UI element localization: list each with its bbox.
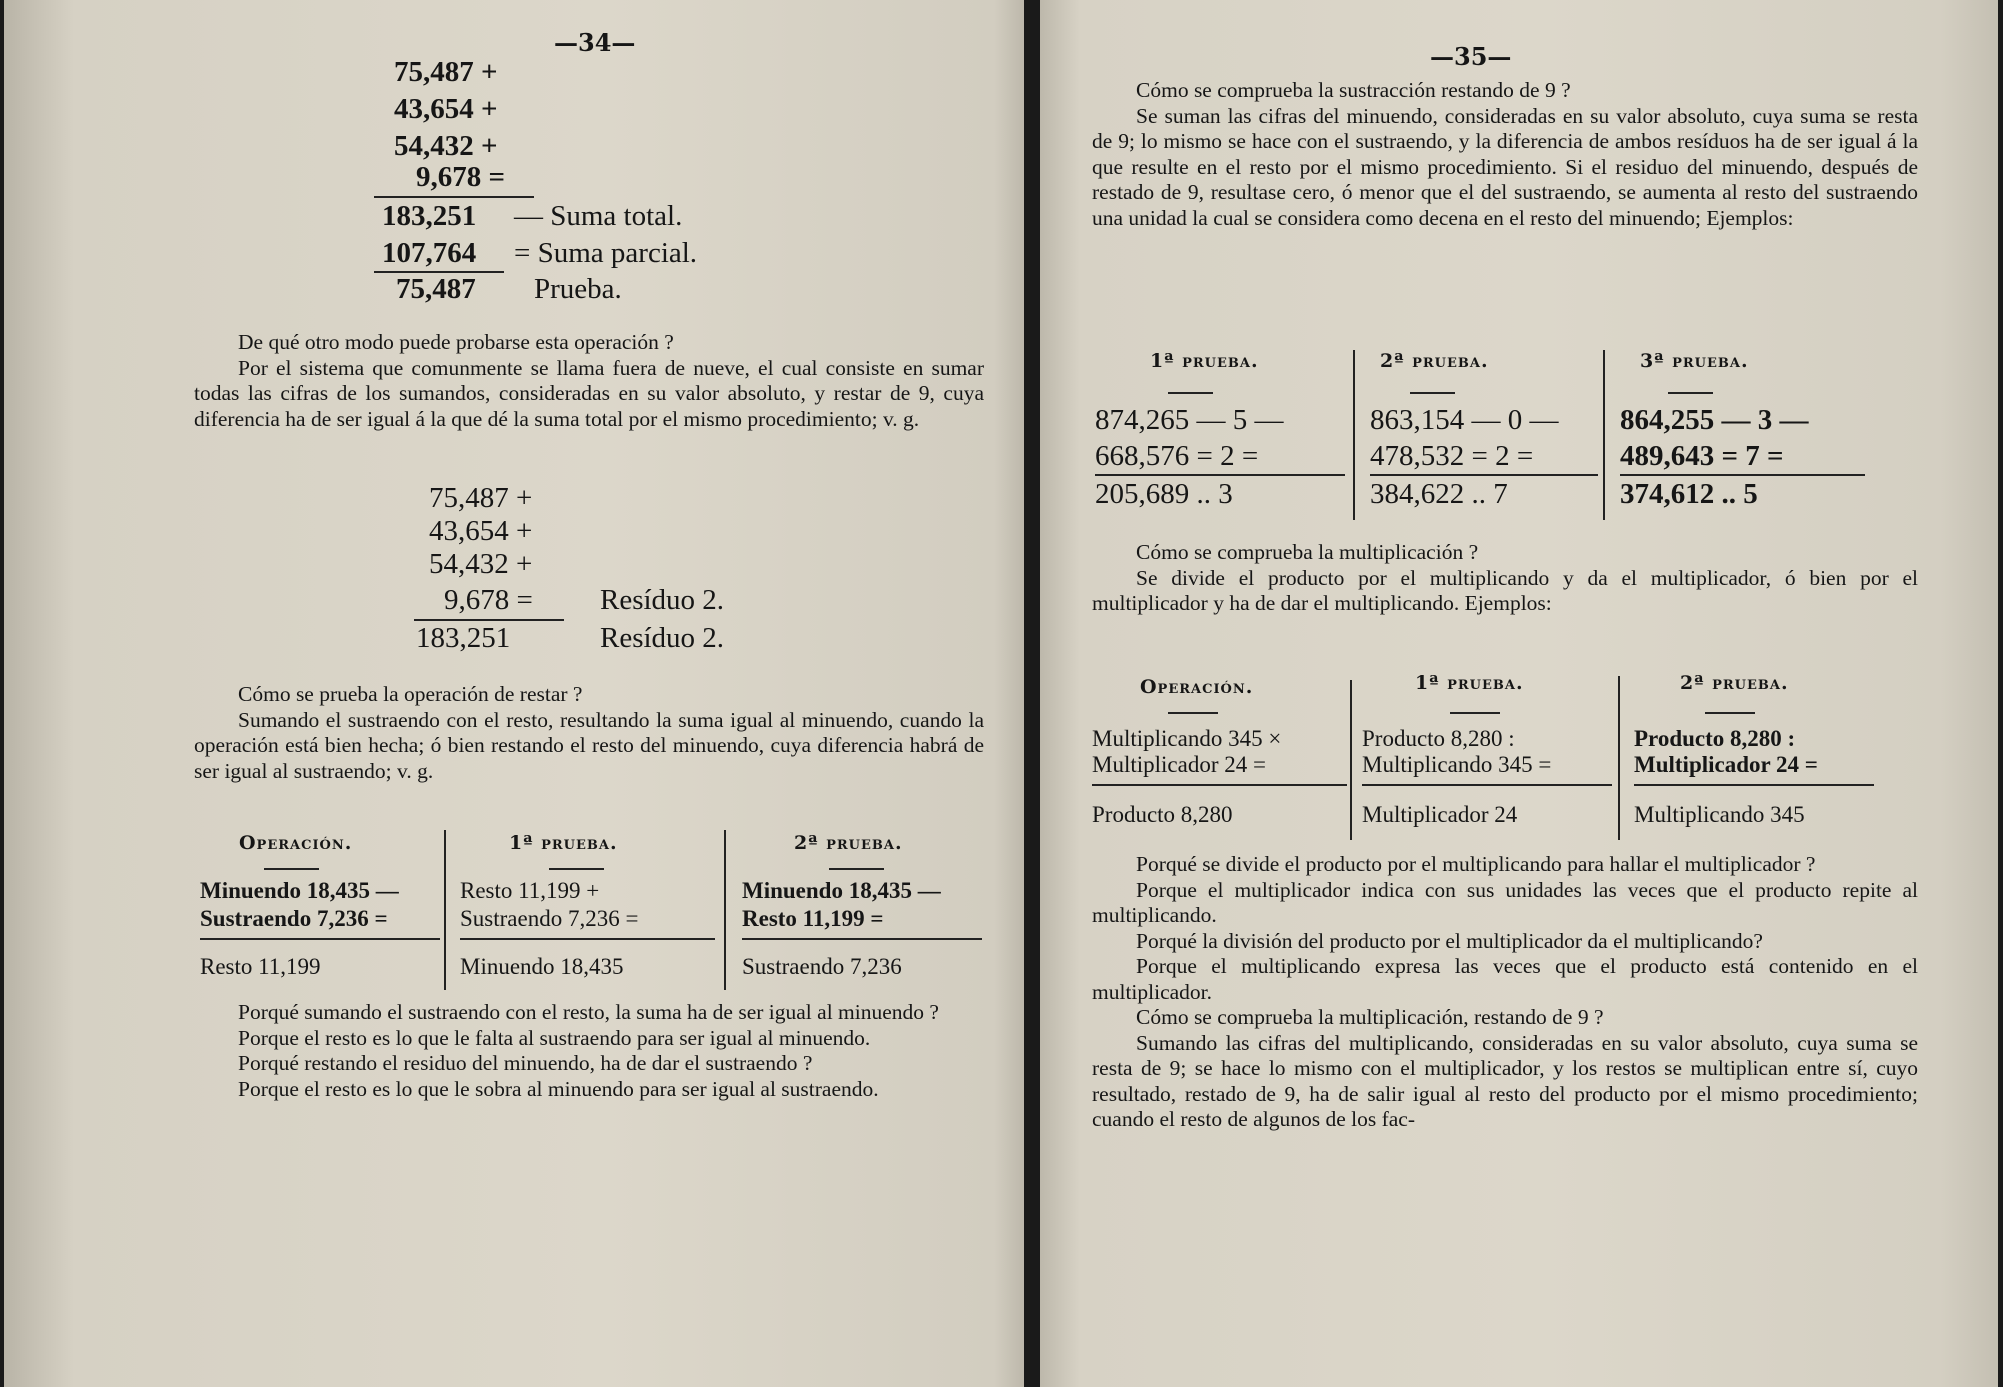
table2-header-3: 2ª prueba. [1680, 672, 1789, 694]
table1-cell: 864,255 — 3 — [1620, 404, 1809, 436]
table1-cell: 874,265 — 5 — [1095, 404, 1284, 436]
table2-divider-1 [1350, 680, 1352, 840]
sum2-total: 183,251 [416, 622, 511, 654]
table2-rule [1092, 784, 1347, 786]
sum2-line-4: 9,678 = [444, 584, 533, 616]
answer: Porque el multiplicando expresa las veces que el producto está contenido en el multiplicador. [1092, 954, 1918, 1004]
sum1-total-label: — Suma total. [514, 200, 683, 232]
table1-cell: 668,576 = 2 = [1095, 440, 1259, 472]
table2-header-1: Operación. [1140, 676, 1254, 698]
table2-cell: Producto 8,280 : [1634, 726, 1796, 751]
table-cell: Minuendo 18,435 — [742, 878, 941, 903]
table1-cell: 374,612 .. 5 [1620, 478, 1758, 510]
table-cell: Resto 11,199 [200, 954, 321, 979]
question: Porqué la división del producto por el multiplicador da el multiplicando? [1136, 928, 1763, 953]
table1-rule [1370, 474, 1598, 476]
table-cell: Minuendo 18,435 [460, 954, 624, 979]
table2-header-2: 1ª prueba. [1415, 672, 1524, 694]
table-cell: Sustraendo 7,236 [742, 954, 902, 979]
table-cell: Resto 11,199 + [460, 878, 600, 903]
header-dash-1 [264, 868, 319, 870]
sum1-proof-num: 75,487 [396, 273, 476, 305]
table2-cell: Multiplicador 24 = [1092, 752, 1266, 777]
table2-cell: Multiplicador 24 = [1634, 752, 1818, 777]
sum1-line-3: 54,432 + [394, 130, 498, 162]
table1-cell: 205,689 .. 3 [1095, 478, 1233, 510]
answer: Por el sistema que comunmente se llama fuera de nueve, el cual consiste en sumar todas las cifras de los sumandos, consideradas en su valor absoluto, y restar de 9, cuya diferencia ha de ser igual á la que dé la suma total por el mismo procedimiento; v. g. [194, 355, 984, 431]
right-page [1040, 0, 1998, 1387]
table2-rule [1362, 784, 1612, 786]
table1-header-1: 1ª prueba. [1150, 350, 1259, 372]
table-cell: Sustraendo 7,236 = [200, 906, 388, 931]
sum1-line-2: 43,654 + [394, 93, 498, 125]
page-number-left: —34— [554, 28, 636, 57]
sum2-line-2: 43,654 + [429, 515, 533, 547]
right-paragraph-3 [1092, 852, 1918, 1133]
question: Porqué se divide el producto por el multiplicando para hallar el multiplicador ? [1136, 852, 1816, 876]
table2-cell: Producto 8,280 [1092, 802, 1233, 827]
header-dash [1168, 712, 1218, 714]
table1-cell: 863,154 — 0 — [1370, 404, 1559, 436]
right-paragraph-1 [1092, 78, 1918, 231]
question: De qué otro modo puede probarse esta operación ? [238, 330, 674, 354]
question: Cómo se comprueba la multiplicación, restando de 9 ? [1136, 1005, 1604, 1029]
sum1-proof-label: Prueba. [534, 273, 622, 305]
sum1-rule [374, 196, 534, 198]
answer: Porque el multiplicador indica con sus unidades las veces que el producto repite al multiplicando. [1092, 877, 1918, 927]
table1-rule [1095, 474, 1345, 476]
answer: Se divide el producto por el multiplicando y da el multiplicador, ó bien por el multiplicador y ha de dar el multiplicando. Ejemplos: [1092, 565, 1918, 615]
table-header-proof-2: 2ª prueba. [794, 832, 903, 854]
sum1-line-4: 9,678 = [416, 161, 506, 193]
table2-cell: Producto 8,280 : [1362, 726, 1515, 751]
table2-rule [1634, 784, 1874, 786]
sum2-residue-1: Resíduo 2. [600, 584, 725, 616]
right-paragraph-2 [1092, 540, 1918, 617]
header-dash-2 [549, 868, 604, 870]
sum1-partial-num: 107,764 [382, 237, 477, 269]
page-number-right: —35— [1430, 42, 1512, 71]
header-dash [1168, 392, 1213, 394]
left-paragraph-3 [194, 1000, 984, 1102]
header-dash [1668, 392, 1713, 394]
table-divider-2 [724, 830, 726, 990]
table1-header-2: 2ª prueba. [1380, 350, 1489, 372]
sum2-residue-2: Resíduo 2. [600, 622, 725, 654]
answer: Sumando el sustraendo con el resto, resultando la suma igual al minuendo, cuando la operación está bien hecha; ó bien restando el resto del minuendo, cuya diferencia habrá de ser igual al sustraendo; v. g. [194, 707, 984, 783]
table1-rule [1620, 474, 1865, 476]
table1-divider-1 [1353, 350, 1355, 520]
header-dash [1450, 712, 1500, 714]
sum2-line-1: 75,487 + [429, 482, 533, 514]
answer: Porque el resto es lo que le sobra al minuendo para ser igual al sustraendo. [238, 1076, 879, 1101]
question: Porqué restando el residuo del minuendo, ha de dar el sustraendo ? [238, 1051, 813, 1075]
table2-cell: Multiplicador 24 [1362, 802, 1518, 827]
table1-divider-2 [1603, 350, 1605, 520]
table-rule [460, 938, 715, 940]
table-cell: Minuendo 18,435 — [200, 878, 399, 903]
header-dash [1705, 712, 1755, 714]
header-dash-3 [829, 868, 884, 870]
answer: Sumando las cifras del multiplicando, consideradas en su valor absoluto, cuya suma se resta de 9; se hace lo mismo con el multiplicador, y los restos se multiplican entre sí, cuyo resultado, restado de 9, ha de salir igual al resto del producto por el mismo procedimiento; cuando el resto de algunos de los fac- [1092, 1030, 1918, 1131]
table2-divider-2 [1618, 676, 1620, 840]
sum1-total-num: 183,251 [382, 200, 477, 232]
sum2-rule [414, 619, 564, 621]
question: Cómo se comprueba la sustracción restando de 9 ? [1136, 78, 1571, 102]
table-divider-1 [444, 830, 446, 990]
table2-cell: Multiplicando 345 = [1362, 752, 1552, 777]
question: Porqué sumando el sustraendo con el resto, la suma ha de ser igual al minuendo ? [238, 1000, 939, 1024]
question: Cómo se comprueba la multiplicación ? [1136, 540, 1479, 564]
table1-cell: 489,643 = 7 = [1620, 440, 1784, 472]
table-rule [742, 938, 982, 940]
left-paragraph-2 [194, 682, 984, 784]
sum1-partial-label: = Suma parcial. [514, 237, 698, 269]
sum1-line-1: 75,487 + [394, 56, 498, 88]
table-rule [200, 938, 440, 940]
table-cell: Resto 11,199 = [742, 906, 884, 931]
table1-header-3: 3ª prueba. [1640, 350, 1749, 372]
table2-cell: Multiplicando 345 [1634, 802, 1805, 827]
table-header-proof-1: 1ª prueba. [509, 832, 618, 854]
table1-cell: 478,532 = 2 = [1370, 440, 1534, 472]
table2-cell: Multiplicando 345 × [1092, 726, 1282, 751]
left-page [4, 0, 1024, 1387]
left-paragraph-1 [194, 330, 984, 432]
table-header-operation: Operación. [239, 832, 353, 854]
sum2-line-3: 54,432 + [429, 548, 533, 580]
answer: Porque el resto es lo que le falta al sustraendo para ser igual al minuendo. [238, 1025, 871, 1050]
table-cell: Sustraendo 7,236 = [460, 906, 639, 931]
answer: Se suman las cifras del minuendo, consideradas en su valor absoluto, cuya suma se resta de 9; lo mismo se hace con el sustraendo, y la diferencia de ambos resíduos ha de ser igual á la que resulte en el resto por el mismo procedimiento. Si el residuo del minuendo, después de restado de 9, resultase cero, ó menor que el del sustraendo, se aumenta al resto del sustraendo una unidad la cual se considera como decena en el resto del minuendo; Ejemplos: [1092, 103, 1918, 230]
header-dash [1410, 392, 1455, 394]
table1-cell: 384,622 .. 7 [1370, 478, 1508, 510]
question: Cómo se prueba la operación de restar ? [238, 682, 583, 706]
